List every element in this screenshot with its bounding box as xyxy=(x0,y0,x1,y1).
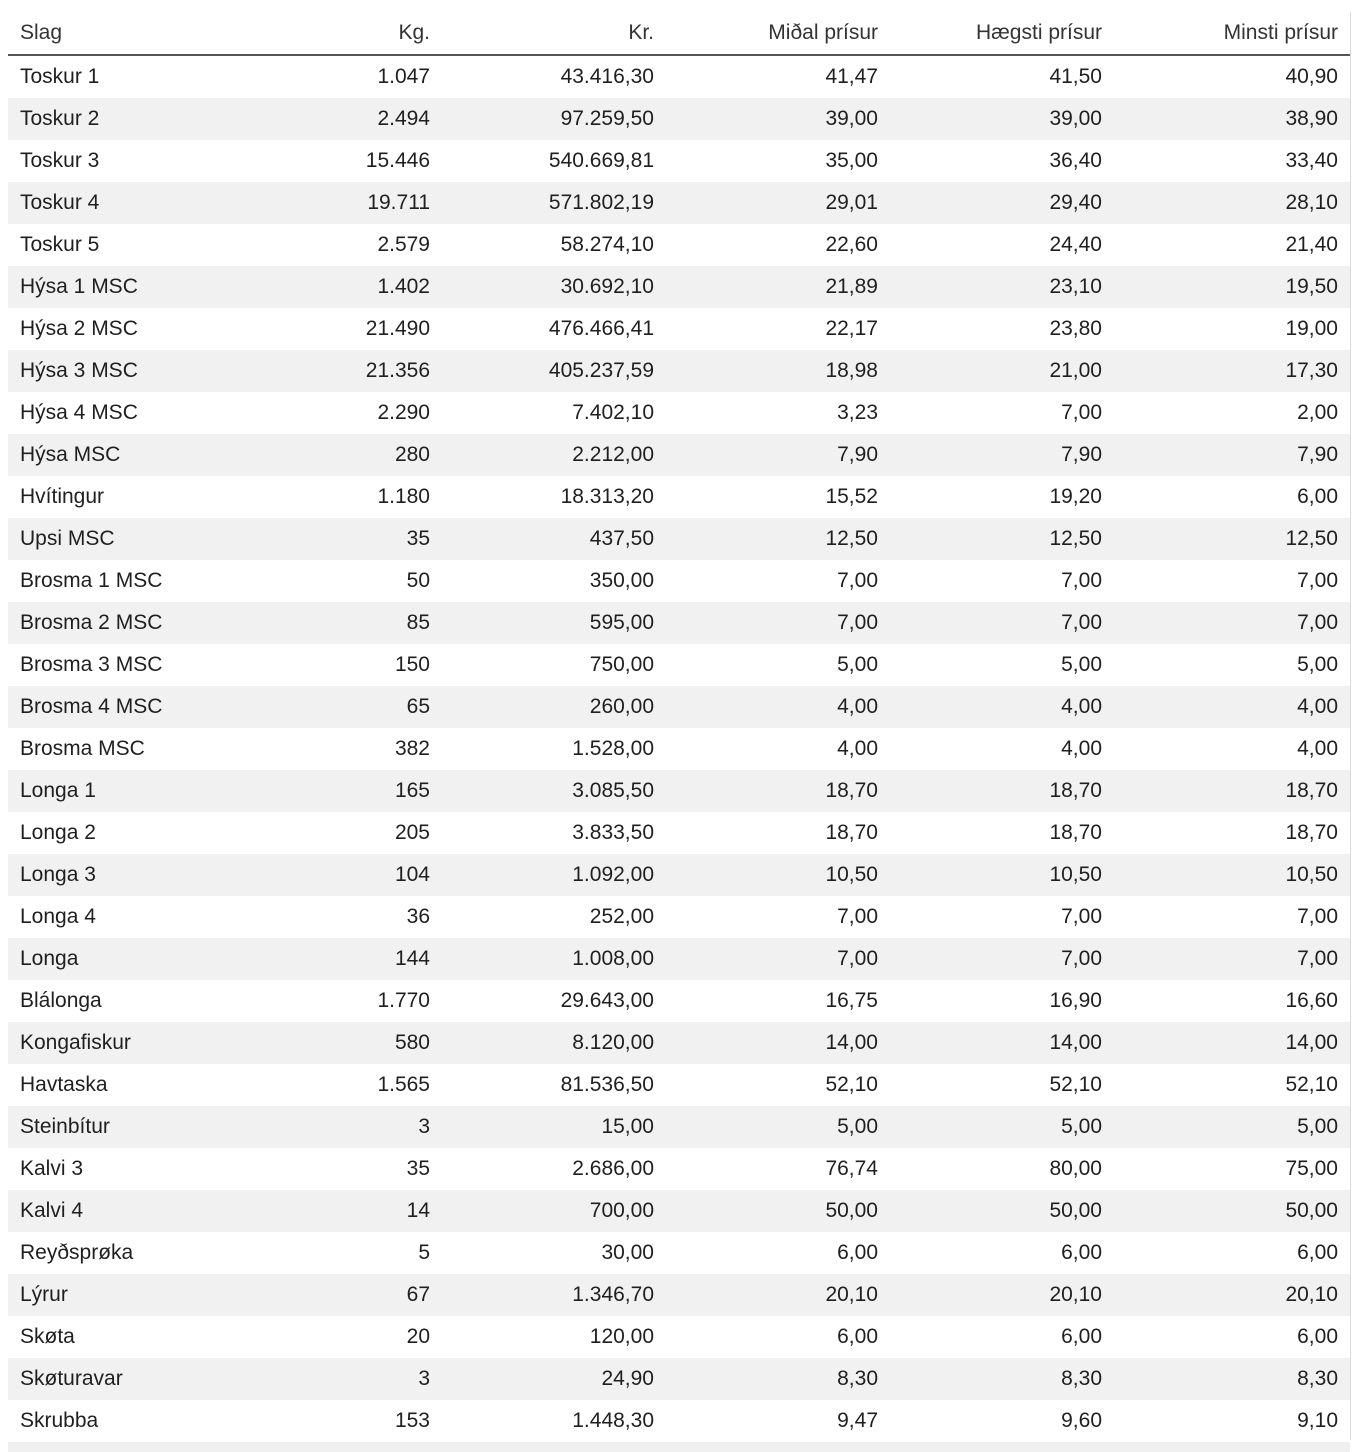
cell-slag: Kongafiskur xyxy=(8,1022,218,1064)
cell-highest-price: 23,80 xyxy=(890,308,1114,350)
table-row xyxy=(8,938,1350,980)
cell-lowest-price: 10,50 xyxy=(1114,854,1350,896)
cell-kr: 24,90 xyxy=(442,1358,666,1400)
cell-lowest-price: 5,00 xyxy=(1114,1106,1350,1148)
cell-average-price: 39,00 xyxy=(666,98,890,140)
cell-kr: 8.120,00 xyxy=(442,1022,666,1064)
cell-slag: Reyðsprøka xyxy=(8,1232,218,1274)
table-row xyxy=(8,140,1350,182)
cell-slag: Skrubba xyxy=(8,1400,218,1442)
table-row xyxy=(8,560,1350,602)
cell-kr: 350,00 xyxy=(442,560,666,602)
cell-highest-price: 14,00 xyxy=(890,1022,1114,1064)
table-row xyxy=(8,308,1350,350)
table-row xyxy=(8,266,1350,308)
cell-slag: Brosma MSC xyxy=(8,728,218,770)
cell-kr: 2.212,00 xyxy=(442,434,666,476)
cell-lowest-price: 19,00 xyxy=(1114,308,1350,350)
cell-kg: 165 xyxy=(218,770,442,812)
table-row xyxy=(8,1274,1350,1316)
table-row xyxy=(8,1232,1350,1274)
cell-slag: Brosma 3 MSC xyxy=(8,644,218,686)
cell-kr: 81.536,50 xyxy=(442,1064,666,1106)
cell-slag: Toskur 3 xyxy=(8,140,218,182)
cell-average-price: 16,75 xyxy=(666,980,890,1022)
cell-kg: 205 xyxy=(218,812,442,854)
cell-lowest-price: 28,10 xyxy=(1114,182,1350,224)
cell-highest-price: 39,00 xyxy=(890,98,1114,140)
cell-lowest-price: 50,00 xyxy=(1114,1190,1350,1232)
cell-kr: 7.402,10 xyxy=(442,392,666,434)
cell-kr: 405.237,59 xyxy=(442,350,666,392)
cell-highest-price: 80,00 xyxy=(890,1148,1114,1190)
cell-kg: 85 xyxy=(218,602,442,644)
cell-average-price: 20,10 xyxy=(666,1274,890,1316)
table-row xyxy=(8,1106,1350,1148)
cell-lowest-price: 19,50 xyxy=(1114,266,1350,308)
cell-highest-price: 7,00 xyxy=(890,896,1114,938)
cell-kg: 15.446 xyxy=(218,140,442,182)
cell-slag: Hýsa 4 MSC xyxy=(8,392,218,434)
cell-slag: Skøturavar xyxy=(8,1358,218,1400)
cell-slag: Lýrur xyxy=(8,1274,218,1316)
cell-average-price: 22,60 xyxy=(666,224,890,266)
cell-kg: 21.356 xyxy=(218,350,442,392)
cell-lowest-price: 20,10 xyxy=(1114,1274,1350,1316)
cell-average-price: 5,00 xyxy=(666,1106,890,1148)
cell-highest-price: 21,00 xyxy=(890,350,1114,392)
cell-average-price: 7,00 xyxy=(666,938,890,980)
cell-kr: 97.259,50 xyxy=(442,98,666,140)
cell-kg: 150 xyxy=(218,644,442,686)
cell-kg: 2.290 xyxy=(218,392,442,434)
cell-lowest-price: 4,00 xyxy=(1114,728,1350,770)
cell-kg: 580 xyxy=(218,1022,442,1064)
cell-kr: 750,00 xyxy=(442,644,666,686)
table-header xyxy=(8,12,1350,55)
cell-highest-price: 20,10 xyxy=(890,1274,1114,1316)
cell-average-price: 76,74 xyxy=(666,1148,890,1190)
cell-average-price: 50,00 xyxy=(666,1190,890,1232)
cell-lowest-price: 18,70 xyxy=(1114,812,1350,854)
cell-average-price: 6,00 xyxy=(666,1232,890,1274)
cell-kg: 2.494 xyxy=(218,98,442,140)
cell-kr: 29.643,00 xyxy=(442,980,666,1022)
cell-kr: 3.833,50 xyxy=(442,812,666,854)
cell-kg: 3 xyxy=(218,1106,442,1148)
price-table xyxy=(8,12,1350,1442)
table-row xyxy=(8,350,1350,392)
cell-lowest-price: 4,00 xyxy=(1114,686,1350,728)
cell-lowest-price: 38,90 xyxy=(1114,98,1350,140)
cell-kg: 35 xyxy=(218,518,442,560)
table-row xyxy=(8,1190,1350,1232)
cell-average-price: 6,00 xyxy=(666,1316,890,1358)
table-row xyxy=(8,55,1350,98)
cell-lowest-price: 21,40 xyxy=(1114,224,1350,266)
cell-lowest-price: 2,00 xyxy=(1114,392,1350,434)
cell-kr: 437,50 xyxy=(442,518,666,560)
cell-slag: Brosma 4 MSC xyxy=(8,686,218,728)
cell-slag: Havtaska xyxy=(8,1064,218,1106)
cell-lowest-price: 52,10 xyxy=(1114,1064,1350,1106)
cell-average-price: 18,70 xyxy=(666,812,890,854)
cell-lowest-price: 33,40 xyxy=(1114,140,1350,182)
cell-highest-price: 9,60 xyxy=(890,1400,1114,1442)
cell-highest-price: 36,40 xyxy=(890,140,1114,182)
cell-highest-price: 29,40 xyxy=(890,182,1114,224)
cell-kg: 1.047 xyxy=(218,55,442,98)
cell-lowest-price: 6,00 xyxy=(1114,1232,1350,1274)
cell-kr: 540.669,81 xyxy=(442,140,666,182)
cell-slag: Toskur 2 xyxy=(8,98,218,140)
cell-average-price: 12,50 xyxy=(666,518,890,560)
table-row xyxy=(8,1148,1350,1190)
table-row xyxy=(8,518,1350,560)
cell-kg: 35 xyxy=(218,1148,442,1190)
cell-average-price: 41,47 xyxy=(666,55,890,98)
cell-slag: Steinbítur xyxy=(8,1106,218,1148)
cell-lowest-price: 7,00 xyxy=(1114,560,1350,602)
cell-average-price: 7,00 xyxy=(666,602,890,644)
cell-slag: Longa 4 xyxy=(8,896,218,938)
table-row xyxy=(8,392,1350,434)
cell-kr: 30.692,10 xyxy=(442,266,666,308)
cell-kg: 19.711 xyxy=(218,182,442,224)
cell-lowest-price: 40,90 xyxy=(1114,55,1350,98)
cell-kr: 2.686,00 xyxy=(442,1148,666,1190)
cell-average-price: 4,00 xyxy=(666,686,890,728)
cell-average-price: 8,30 xyxy=(666,1358,890,1400)
cell-kg: 21.490 xyxy=(218,308,442,350)
cell-average-price: 52,10 xyxy=(666,1064,890,1106)
cell-average-price: 18,70 xyxy=(666,770,890,812)
table-row xyxy=(8,182,1350,224)
cell-kg: 280 xyxy=(218,434,442,476)
cell-lowest-price: 12,50 xyxy=(1114,518,1350,560)
cell-highest-price: 10,50 xyxy=(890,854,1114,896)
cell-slag: Brosma 1 MSC xyxy=(8,560,218,602)
table-row xyxy=(8,854,1350,896)
cell-slag: Upsi MSC xyxy=(8,518,218,560)
cell-highest-price: 16,90 xyxy=(890,980,1114,1022)
cell-slag: Hýsa 2 MSC xyxy=(8,308,218,350)
table-row xyxy=(8,1358,1350,1400)
cell-kr: 595,00 xyxy=(442,602,666,644)
cell-kg: 50 xyxy=(218,560,442,602)
cell-kg: 5 xyxy=(218,1232,442,1274)
cell-slag: Brosma 2 MSC xyxy=(8,602,218,644)
cell-kg: 1.180 xyxy=(218,476,442,518)
column-header-lowest-price[interactable]: Minsti prísur xyxy=(1114,12,1350,55)
cell-kg: 382 xyxy=(218,728,442,770)
cell-lowest-price: 18,70 xyxy=(1114,770,1350,812)
cell-slag: Hýsa 1 MSC xyxy=(8,266,218,308)
cell-kr: 120,00 xyxy=(442,1316,666,1358)
cell-kg: 104 xyxy=(218,854,442,896)
table-row xyxy=(8,770,1350,812)
cell-average-price: 21,89 xyxy=(666,266,890,308)
column-header-kg[interactable]: Kg. xyxy=(218,12,442,55)
cell-lowest-price: 7,00 xyxy=(1114,602,1350,644)
cell-lowest-price: 17,30 xyxy=(1114,350,1350,392)
cell-kr: 1.092,00 xyxy=(442,854,666,896)
cell-kg: 1.402 xyxy=(218,266,442,308)
cell-kr: 1.528,00 xyxy=(442,728,666,770)
cell-lowest-price: 14,00 xyxy=(1114,1022,1350,1064)
table-row xyxy=(8,1022,1350,1064)
cell-highest-price: 19,20 xyxy=(890,476,1114,518)
table-row xyxy=(8,602,1350,644)
cell-average-price: 7,90 xyxy=(666,434,890,476)
cell-highest-price: 41,50 xyxy=(890,55,1114,98)
cell-kg: 36 xyxy=(218,896,442,938)
cell-kr: 18.313,20 xyxy=(442,476,666,518)
cell-kr: 30,00 xyxy=(442,1232,666,1274)
cell-lowest-price: 9,10 xyxy=(1114,1400,1350,1442)
cell-slag: Skøta xyxy=(8,1316,218,1358)
cell-kg: 144 xyxy=(218,938,442,980)
table-row xyxy=(8,476,1350,518)
cell-slag: Kalvi 4 xyxy=(8,1190,218,1232)
cell-highest-price: 7,00 xyxy=(890,560,1114,602)
cell-average-price: 7,00 xyxy=(666,560,890,602)
cell-highest-price: 5,00 xyxy=(890,644,1114,686)
header-row xyxy=(8,12,1350,55)
cell-slag: Longa 1 xyxy=(8,770,218,812)
cell-lowest-price: 8,30 xyxy=(1114,1358,1350,1400)
cell-kr: 1.346,70 xyxy=(442,1274,666,1316)
cell-highest-price: 7,90 xyxy=(890,434,1114,476)
cell-average-price: 18,98 xyxy=(666,350,890,392)
cell-average-price: 4,00 xyxy=(666,728,890,770)
cell-average-price: 5,00 xyxy=(666,644,890,686)
column-header-highest-price[interactable]: Hægsti prísur xyxy=(890,12,1114,55)
cell-highest-price: 4,00 xyxy=(890,686,1114,728)
cell-lowest-price: 6,00 xyxy=(1114,476,1350,518)
cell-average-price: 14,00 xyxy=(666,1022,890,1064)
table-row xyxy=(8,224,1350,266)
scrollbar-track[interactable] xyxy=(1350,12,1370,1440)
cell-highest-price: 7,00 xyxy=(890,602,1114,644)
cell-kr: 476.466,41 xyxy=(442,308,666,350)
cell-average-price: 29,01 xyxy=(666,182,890,224)
cell-slag: Toskur 5 xyxy=(8,224,218,266)
cell-highest-price: 8,30 xyxy=(890,1358,1114,1400)
table-row xyxy=(8,728,1350,770)
table-row xyxy=(8,1316,1350,1358)
cell-slag: Hýsa MSC xyxy=(8,434,218,476)
cell-average-price: 7,00 xyxy=(666,896,890,938)
cell-highest-price: 6,00 xyxy=(890,1232,1114,1274)
cell-lowest-price: 16,60 xyxy=(1114,980,1350,1022)
cell-kr: 571.802,19 xyxy=(442,182,666,224)
cell-slag: Toskur 4 xyxy=(8,182,218,224)
cell-average-price: 22,17 xyxy=(666,308,890,350)
cell-lowest-price: 75,00 xyxy=(1114,1148,1350,1190)
cell-slag: Hvítingur xyxy=(8,476,218,518)
cell-kr: 58.274,10 xyxy=(442,224,666,266)
cell-slag: Longa 2 xyxy=(8,812,218,854)
cell-kg: 1.770 xyxy=(218,980,442,1022)
cell-average-price: 10,50 xyxy=(666,854,890,896)
cell-lowest-price: 7,00 xyxy=(1114,896,1350,938)
cell-kr: 252,00 xyxy=(442,896,666,938)
cell-lowest-price: 7,00 xyxy=(1114,938,1350,980)
cell-highest-price: 18,70 xyxy=(890,812,1114,854)
cell-kg: 67 xyxy=(218,1274,442,1316)
cell-kr: 3.085,50 xyxy=(442,770,666,812)
table-row xyxy=(8,896,1350,938)
cell-kr: 15,00 xyxy=(442,1106,666,1148)
cell-highest-price: 52,10 xyxy=(890,1064,1114,1106)
cell-average-price: 35,00 xyxy=(666,140,890,182)
table-row xyxy=(8,644,1350,686)
cell-kg: 20 xyxy=(218,1316,442,1358)
cell-slag: Longa xyxy=(8,938,218,980)
table-row xyxy=(8,812,1350,854)
cell-highest-price: 6,00 xyxy=(890,1316,1114,1358)
table-row xyxy=(8,686,1350,728)
cell-kr: 700,00 xyxy=(442,1190,666,1232)
cell-kr: 43.416,30 xyxy=(442,55,666,98)
cell-lowest-price: 6,00 xyxy=(1114,1316,1350,1358)
cell-highest-price: 23,10 xyxy=(890,266,1114,308)
cell-highest-price: 7,00 xyxy=(890,938,1114,980)
column-header-kr[interactable]: Kr. xyxy=(442,12,666,55)
cell-kg: 153 xyxy=(218,1400,442,1442)
cell-kg: 14 xyxy=(218,1190,442,1232)
table-body xyxy=(8,55,1350,1442)
cell-kr: 1.448,30 xyxy=(442,1400,666,1442)
cell-kr: 260,00 xyxy=(442,686,666,728)
cell-slag: Hýsa 3 MSC xyxy=(8,350,218,392)
cell-average-price: 15,52 xyxy=(666,476,890,518)
cell-kg: 65 xyxy=(218,686,442,728)
cell-kg: 1.565 xyxy=(218,1064,442,1106)
cell-average-price: 9,47 xyxy=(666,1400,890,1442)
table-row xyxy=(8,98,1350,140)
table-row xyxy=(8,1400,1350,1442)
cell-lowest-price: 5,00 xyxy=(1114,644,1350,686)
cell-highest-price: 12,50 xyxy=(890,518,1114,560)
cell-highest-price: 50,00 xyxy=(890,1190,1114,1232)
cell-slag: Blálonga xyxy=(8,980,218,1022)
cell-slag: Longa 3 xyxy=(8,854,218,896)
table-row xyxy=(8,1064,1350,1106)
cell-lowest-price: 7,90 xyxy=(1114,434,1350,476)
column-header-slag[interactable]: Slag xyxy=(8,12,218,55)
table-row xyxy=(8,980,1350,1022)
cell-kg: 2.579 xyxy=(218,224,442,266)
cell-highest-price: 18,70 xyxy=(890,770,1114,812)
cell-average-price: 3,23 xyxy=(666,392,890,434)
cell-highest-price: 5,00 xyxy=(890,1106,1114,1148)
table-row xyxy=(8,434,1350,476)
cell-slag: Toskur 1 xyxy=(8,55,218,98)
column-header-average-price[interactable]: Miðal prísur xyxy=(666,12,890,55)
cell-kg: 3 xyxy=(218,1358,442,1400)
cell-highest-price: 7,00 xyxy=(890,392,1114,434)
cell-highest-price: 24,40 xyxy=(890,224,1114,266)
cell-kr: 1.008,00 xyxy=(442,938,666,980)
cell-slag: Kalvi 3 xyxy=(8,1148,218,1190)
cell-highest-price: 4,00 xyxy=(890,728,1114,770)
